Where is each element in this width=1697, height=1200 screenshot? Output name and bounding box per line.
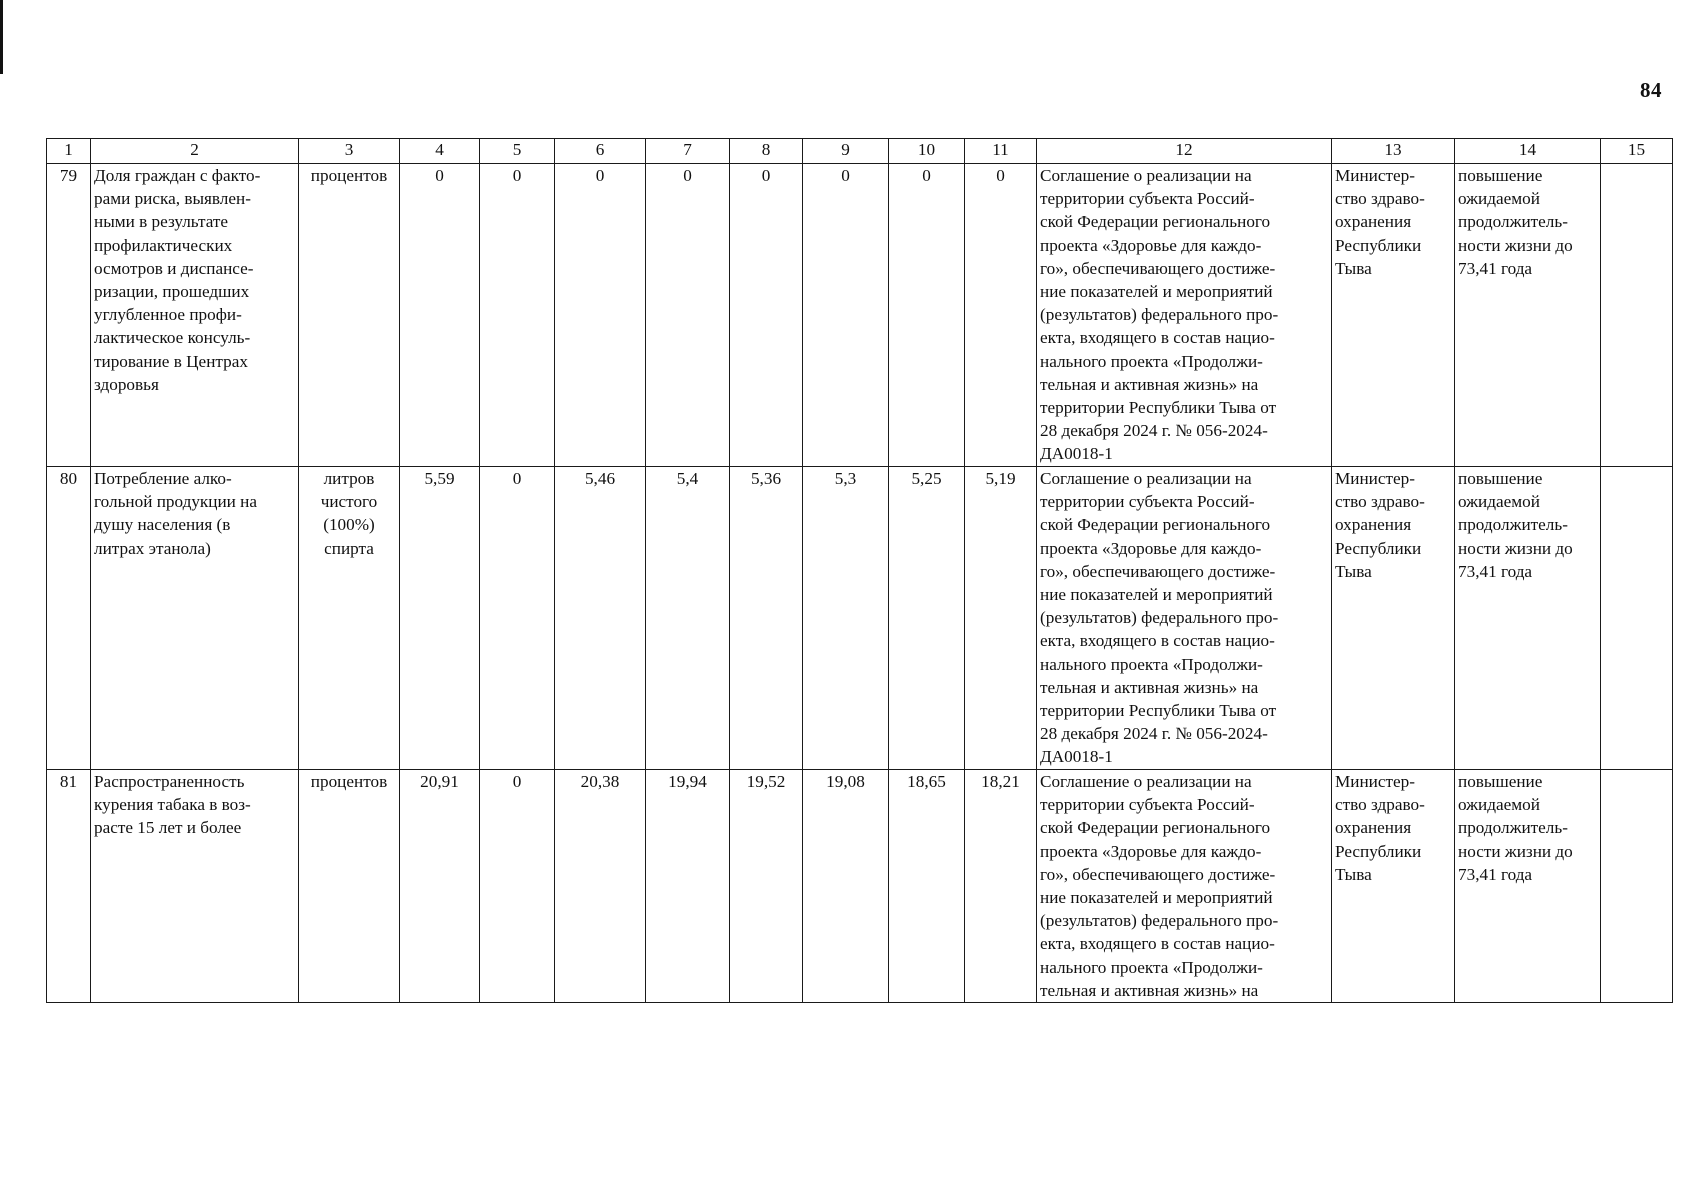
responsible-executor: Министер- ство здраво- охранения Республики Тыва: [1332, 467, 1455, 770]
scan-edge-mark: [0, 0, 3, 74]
value-col-9: 0: [803, 164, 889, 467]
value-col-8: 19,52: [730, 770, 803, 1003]
table-row: [47, 467, 1673, 770]
table-row: [47, 770, 1673, 1003]
col-15-cell: [1601, 467, 1673, 770]
col-header-4: 4: [400, 139, 480, 164]
col-header-7: 7: [646, 139, 730, 164]
value-col-10: 5,25: [889, 467, 965, 770]
unit: процентов: [299, 164, 400, 467]
responsible-executor: Министер- ство здраво- охранения Республики Тыва: [1332, 770, 1455, 1003]
col-header-10: 10: [889, 139, 965, 164]
col-header-3: 3: [299, 139, 400, 164]
indicator-name: Потребление алко- гольной продукции на душу населения (в литрах этанола): [91, 467, 299, 770]
value-col-6: 5,46: [555, 467, 646, 770]
col-header-1: 1: [47, 139, 91, 164]
goal-link: повышение ожидаемой продолжитель- ности жизни до 73,41 года: [1455, 770, 1601, 1003]
responsible-executor: Министер- ство здраво- охранения Республики Тыва: [1332, 164, 1455, 467]
value-col-6: 20,38: [555, 770, 646, 1003]
value-col-5: 0: [480, 164, 555, 467]
value-col-11: 0: [965, 164, 1037, 467]
value-col-7: 5,4: [646, 467, 730, 770]
value-col-7: 0: [646, 164, 730, 467]
value-col-11: 18,21: [965, 770, 1037, 1003]
row-number: 80: [47, 467, 91, 770]
indicator-name: Доля граждан с факто- рами риска, выявлен- ными в результате профилактических осмотров и диспансе- ризации, прошедших углубленное профи- лактическое консуль- тирование в Центрах здоровья: [91, 164, 299, 467]
col-header-5: 5: [480, 139, 555, 164]
indicator-name: Распространенность курения табака в воз- расте 15 лет и более: [91, 770, 299, 1003]
col-header-15: 15: [1601, 139, 1673, 164]
page-number: 84: [1640, 78, 1662, 102]
col-header-8: 8: [730, 139, 803, 164]
row-number: 79: [47, 164, 91, 467]
indicators-table: [46, 138, 1673, 1003]
unit: литров чистого (100%) спирта: [299, 467, 400, 770]
value-col-5: 0: [480, 770, 555, 1003]
goal-link: повышение ожидаемой продолжитель- ности жизни до 73,41 года: [1455, 164, 1601, 467]
goal-link: повышение ожидаемой продолжитель- ности жизни до 73,41 года: [1455, 467, 1601, 770]
col-header-11: 11: [965, 139, 1037, 164]
col-15-cell: [1601, 770, 1673, 1003]
row-number: 81: [47, 770, 91, 1003]
value-col-4: 0: [400, 164, 480, 467]
value-col-11: 5,19: [965, 467, 1037, 770]
col-header-9: 9: [803, 139, 889, 164]
value-col-10: 18,65: [889, 770, 965, 1003]
value-col-7: 19,94: [646, 770, 730, 1003]
value-col-4: 5,59: [400, 467, 480, 770]
col-header-13: 13: [1332, 139, 1455, 164]
value-col-10: 0: [889, 164, 965, 467]
col-header-2: 2: [91, 139, 299, 164]
value-col-6: 0: [555, 164, 646, 467]
value-col-9: 19,08: [803, 770, 889, 1003]
unit: процентов: [299, 770, 400, 1003]
agreement-document: Соглашение о реализации на территории субъекта Россий- ской Федерации регионального проекта «Здоровье для каждо- го», обеспечивающего достиже- ние показателей и мероприятий (результатов) федерального про- екта, входящего в состав нацио- нального проекта «Продолжи- тельная и активная жизнь» на территории Республики Тыва от 28 декабря 2024 г. № 056-2024- ДА0018-1: [1037, 164, 1332, 467]
agreement-document: Соглашение о реализации на территории субъекта Россий- ской Федерации регионального проекта «Здоровье для каждо- го», обеспечивающего достиже- ние показателей и мероприятий (результатов) федерального про- екта, входящего в состав нацио- нального проекта «Продолжи- тельная и активная жизнь» на: [1037, 770, 1332, 1003]
value-col-8: 5,36: [730, 467, 803, 770]
col-header-6: 6: [555, 139, 646, 164]
header-row: [47, 139, 1673, 164]
value-col-9: 5,3: [803, 467, 889, 770]
col-header-12: 12: [1037, 139, 1332, 164]
value-col-5: 0: [480, 467, 555, 770]
table-row: [47, 164, 1673, 467]
value-col-4: 20,91: [400, 770, 480, 1003]
agreement-document: Соглашение о реализации на территории субъекта Россий- ской Федерации регионального проекта «Здоровье для каждо- го», обеспечивающего достиже- ние показателей и мероприятий (результатов) федерального про- екта, входящего в состав нацио- нального проекта «Продолжи- тельная и активная жизнь» на территории Республики Тыва от 28 декабря 2024 г. № 056-2024- ДА0018-1: [1037, 467, 1332, 770]
col-header-14: 14: [1455, 139, 1601, 164]
value-col-8: 0: [730, 164, 803, 467]
col-15-cell: [1601, 164, 1673, 467]
